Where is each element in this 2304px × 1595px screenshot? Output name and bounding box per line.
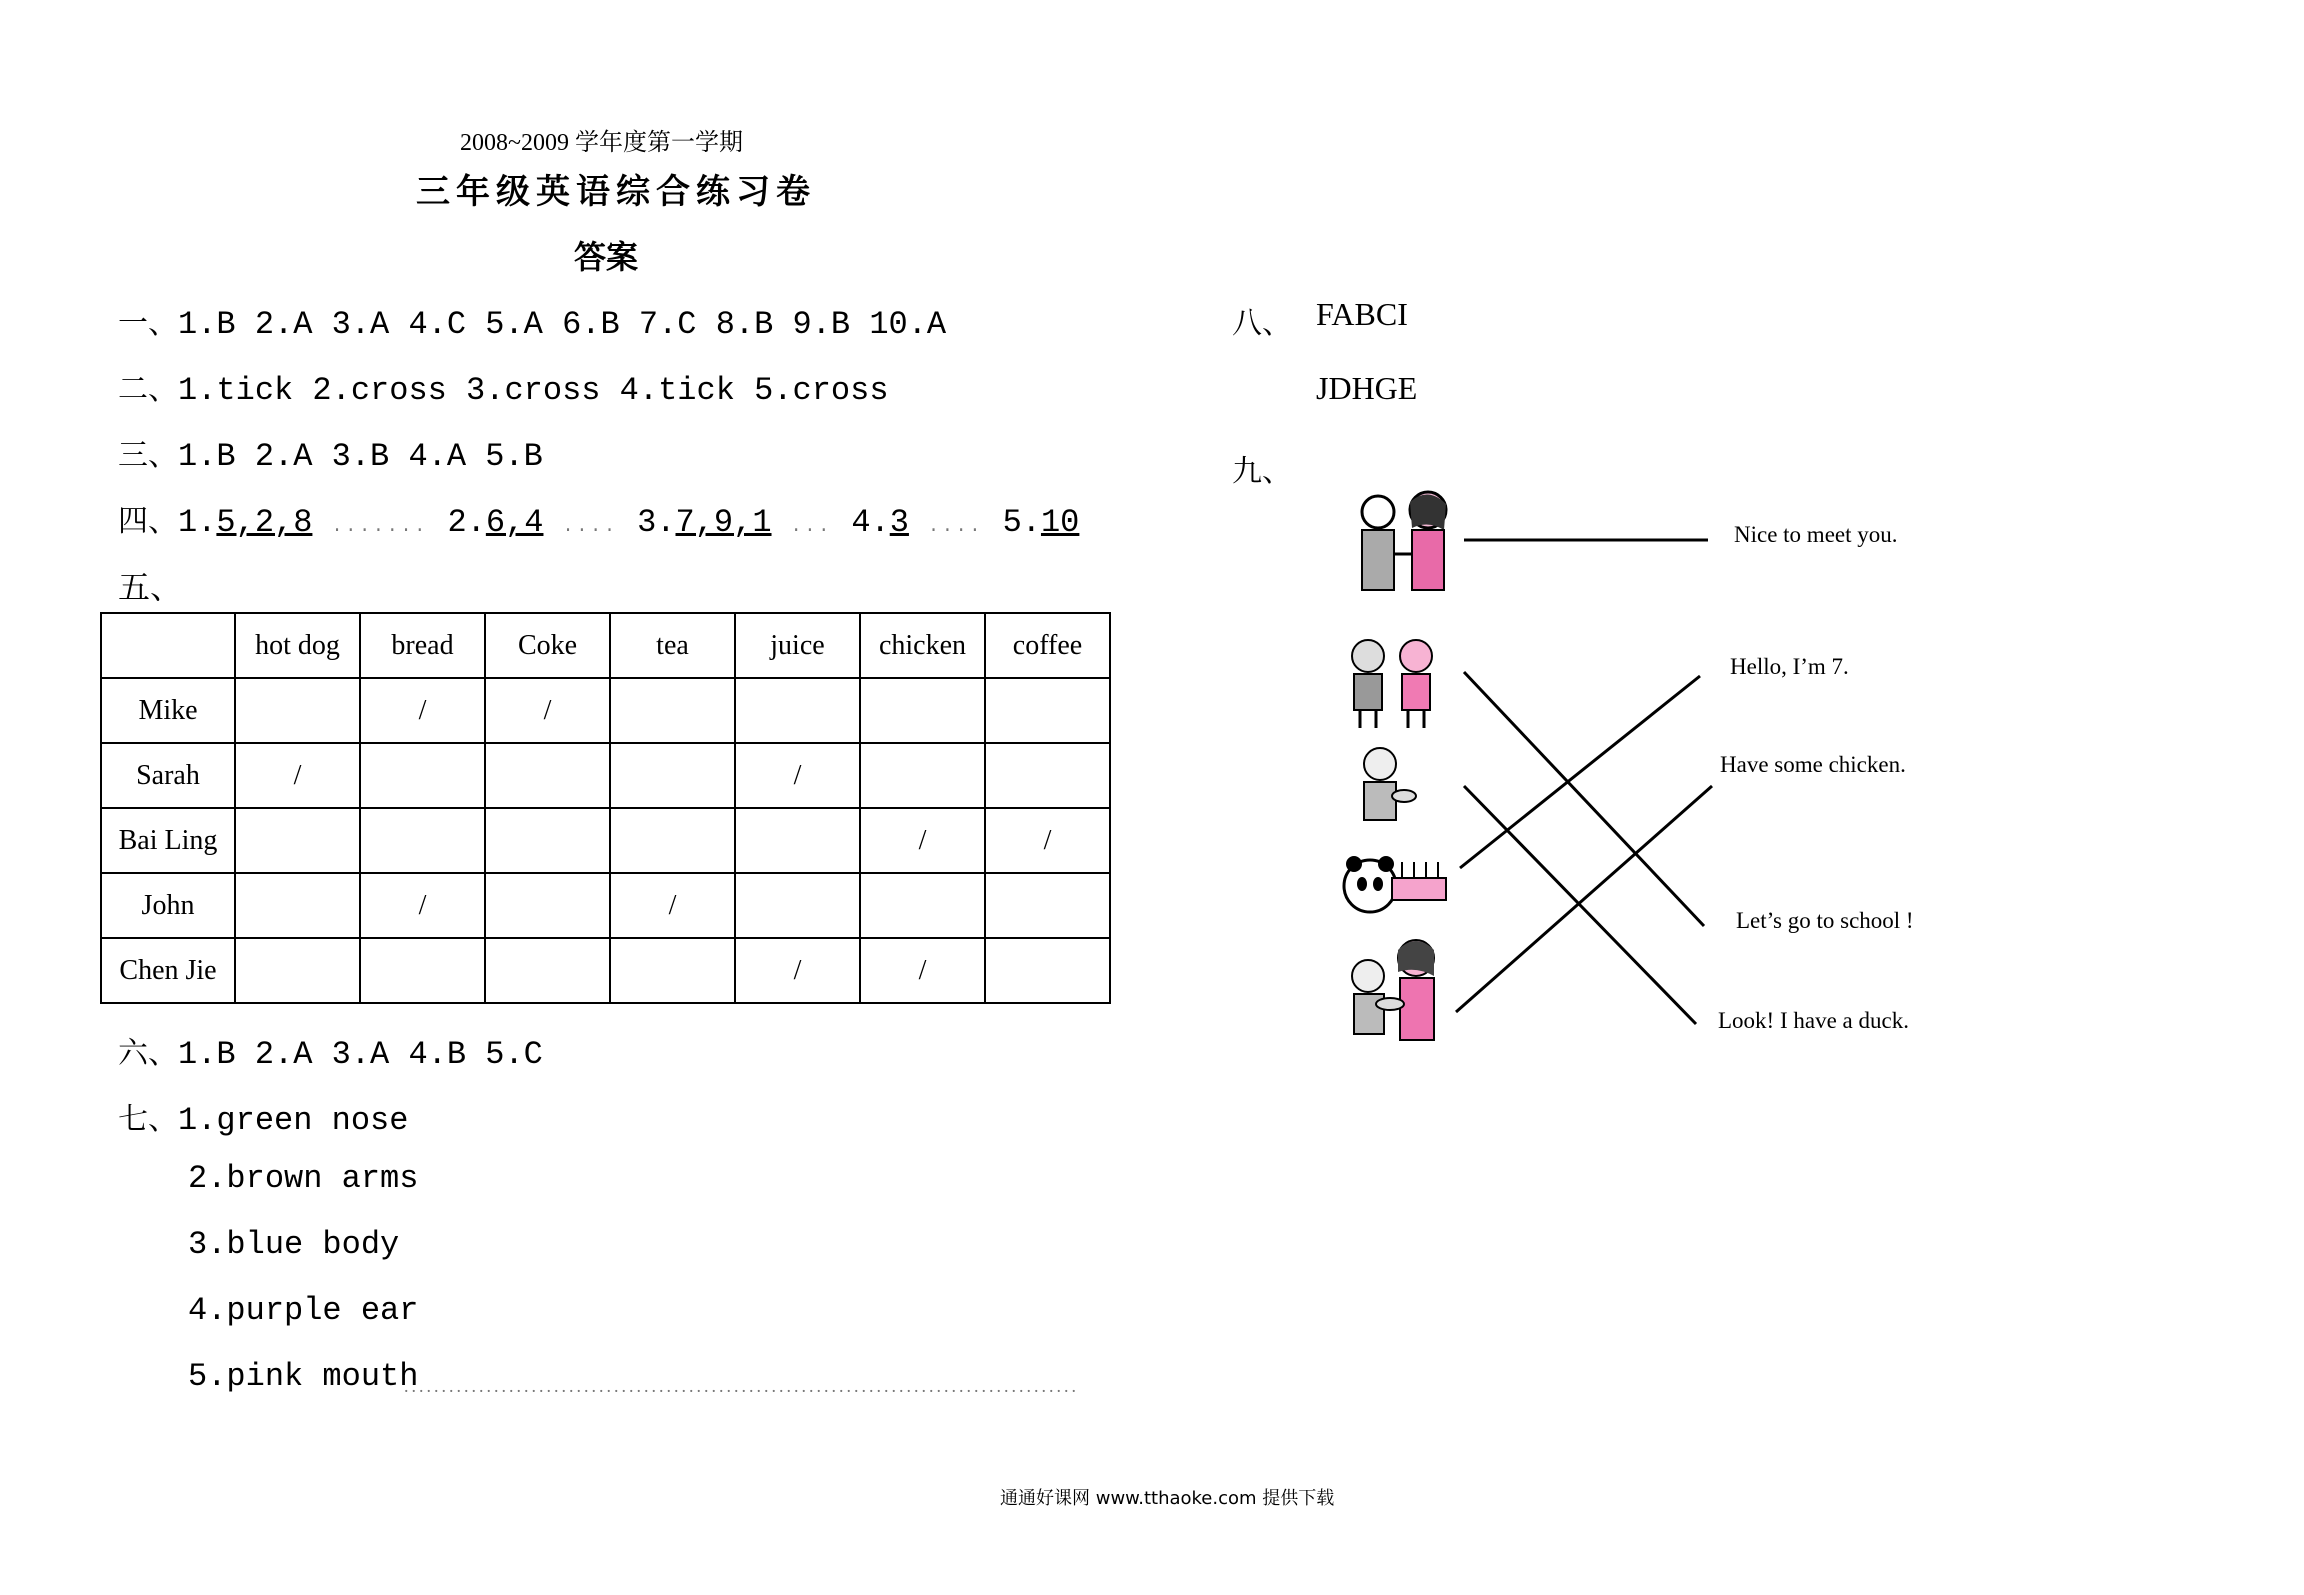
table-header-cell: tea [610, 613, 735, 678]
section-6-label: 六、 [118, 1036, 178, 1071]
row-name: Chen Jie [101, 938, 235, 1003]
table-cell [735, 808, 860, 873]
section-4 [118, 496, 1079, 541]
table-cell: / [860, 808, 985, 873]
table-header-cell: hot dog [235, 613, 360, 678]
section-8-line-1: FABCI [1316, 296, 1408, 332]
dotted-leader: ... [790, 517, 833, 537]
item-number: 5. [1002, 504, 1041, 541]
item-number: 1. [178, 504, 217, 541]
table-cell [360, 938, 485, 1003]
section-7-item: 1.green nose [178, 1102, 409, 1139]
table-cell [610, 743, 735, 808]
table-cell [985, 678, 1110, 743]
row-name: Mike [101, 678, 235, 743]
row-name: John [101, 873, 235, 938]
blank-answer: 3 [889, 504, 909, 541]
section-8-line-2: JDHGE [1316, 370, 1418, 406]
table-cell [485, 743, 610, 808]
section-3-label: 三、 [118, 438, 178, 473]
table-cell [735, 873, 860, 938]
section-4-label: 四、 [118, 504, 178, 539]
table-cell: / [235, 743, 360, 808]
blank-answer: 7,9,1 [675, 504, 772, 541]
table-cell: / [735, 938, 860, 1003]
table-cell: / [860, 938, 985, 1003]
row-name: Sarah [101, 743, 235, 808]
panda-cake-image [1340, 842, 1452, 938]
section-1 [118, 298, 946, 343]
table-cell [735, 678, 860, 743]
item-number: 3. [637, 504, 676, 541]
section-2-label: 二、 [118, 372, 178, 407]
section-5-label: 五、 [118, 569, 183, 605]
page-title: 三年级英语综合练习卷 [416, 172, 816, 212]
table-header-cell: chicken [860, 613, 985, 678]
table-row [101, 938, 1110, 1003]
table-cell [985, 873, 1110, 938]
blank-answer: 6,4 [485, 504, 544, 541]
match-phrase: Nice to meet you. [1734, 522, 1898, 547]
table-cell [860, 743, 985, 808]
dotted-leader: .... [562, 517, 618, 537]
children-greeting-image [1338, 636, 1450, 732]
section-3-answers: 1.B 2.A 3.B 4.A 5.B [178, 438, 543, 475]
dotted-leader: .... [928, 517, 984, 537]
section-7-item: 5.pink mouth [188, 1358, 419, 1395]
item-number: 4. [851, 504, 890, 541]
table-cell: / [485, 678, 610, 743]
match-phrase: Let’s go to school ! [1736, 908, 1914, 933]
section-9-label: 九、 [1232, 454, 1292, 489]
section-7-label: 七、 [118, 1102, 178, 1137]
table-row [101, 873, 1110, 938]
match-phrase: Hello, I’m 7. [1730, 654, 1849, 679]
table-cell [610, 678, 735, 743]
item-number: 2. [447, 504, 486, 541]
table-cell [235, 808, 360, 873]
table-cell [235, 938, 360, 1003]
table-header-cell: bread [360, 613, 485, 678]
mother-child-image [1336, 936, 1454, 1052]
table-row [101, 678, 1110, 743]
table-cell [610, 808, 735, 873]
table-cell [860, 873, 985, 938]
match-phrase: Have some chicken. [1720, 752, 1906, 777]
match-phrase: Look! I have a duck. [1718, 1008, 1909, 1033]
answer-heading: 答案 [574, 238, 639, 276]
boy-eating-image [1346, 744, 1422, 824]
table-header-cell: Coke [485, 613, 610, 678]
section-7-item: 3.blue body [188, 1226, 400, 1263]
table-header-cell: juice [735, 613, 860, 678]
table-cell [860, 678, 985, 743]
section-2 [118, 364, 889, 409]
term-heading: 2008~2009 学年度第一学期 [460, 130, 743, 156]
section-8-label: 八、 [1232, 306, 1292, 341]
table-cell [360, 743, 485, 808]
table-cell: / [360, 873, 485, 938]
row-name: Bai Ling [101, 808, 235, 873]
section-7 [118, 1094, 408, 1139]
section-6 [118, 1028, 543, 1073]
section-1-label: 一、 [118, 306, 178, 341]
table-row [101, 808, 1110, 873]
table-cell [235, 873, 360, 938]
section-7-item: 4.purple ear [188, 1292, 419, 1329]
table-cell: / [735, 743, 860, 808]
table-cell [985, 938, 1110, 1003]
table-cell: / [985, 808, 1110, 873]
matching-lines [1440, 500, 1760, 1040]
table-header-cell [101, 613, 235, 678]
section-1-answers: 1.B 2.A 3.A 4.C 5.A 6.B 7.C 8.B 9.B 10.A [178, 306, 947, 343]
table-cell [985, 743, 1110, 808]
section-7-item: 2.brown arms [188, 1160, 419, 1197]
food-table [100, 612, 1111, 1004]
blank-answer: 10 [1040, 504, 1080, 541]
dotted-leader: .......................................................................................... [404, 1376, 1079, 1396]
blank-answer: 5,2,8 [216, 504, 313, 541]
table-cell: / [360, 678, 485, 743]
footer-credit: 通通好课网 www.tthaoke.com 提供下载 [1000, 1488, 1335, 1509]
table-cell [485, 938, 610, 1003]
section-6-answers: 1.B 2.A 3.A 4.B 5.C [178, 1036, 543, 1073]
table-row [101, 743, 1110, 808]
section-3 [118, 430, 543, 475]
table-cell [610, 938, 735, 1003]
table-header-row [101, 613, 1110, 678]
table-cell [485, 873, 610, 938]
table-cell [360, 808, 485, 873]
dotted-leader: ....... [331, 517, 429, 537]
table-header-cell: coffee [985, 613, 1110, 678]
section-2-answers: 1.tick 2.cross 3.cross 4.tick 5.cross [178, 372, 889, 409]
table-cell [485, 808, 610, 873]
table-cell [235, 678, 360, 743]
table-cell: / [610, 873, 735, 938]
